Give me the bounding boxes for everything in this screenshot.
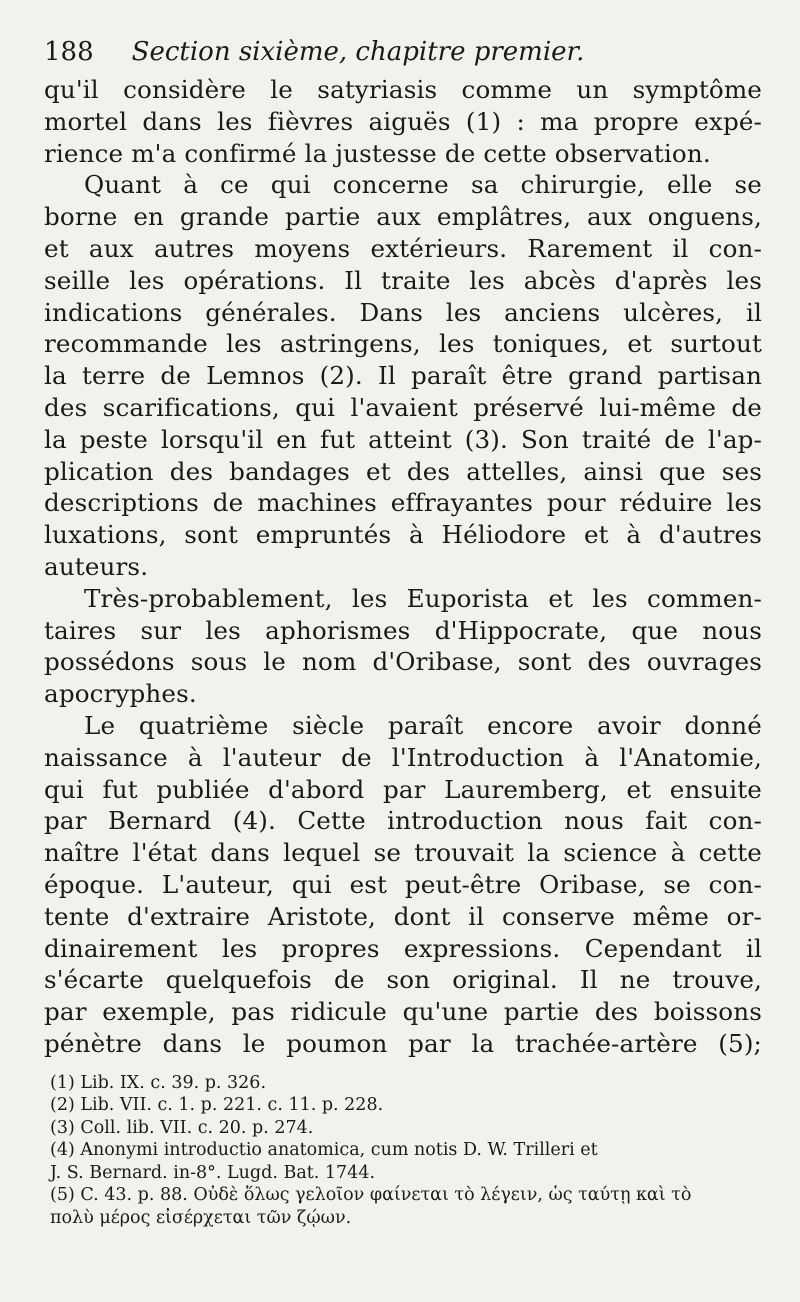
text-line: qu'il considère le satyriasis comme un symptôme (44, 75, 762, 104)
text-line: taires sur les aphorismes d'Hippocrate, que nous (44, 615, 762, 645)
text-line: borne en grande partie aux emplâtres, aux onguens, (44, 202, 762, 232)
footnote: πολὺ μέρος εἰσέρχεται τῶν ζῴων. (50, 1207, 352, 1228)
text-line: tente d'extraire Aristote, dont il conserve même or- (44, 901, 762, 931)
text-line: mortel dans les fièvres aiguës (1) : ma propre expé- (44, 106, 762, 136)
text-line: plication des bandages et des attelles, ainsi que ses (44, 456, 762, 486)
text-line: Très-probablement, les Euporista et les commen- (84, 583, 762, 613)
text-line: dinairement les propres expressions. Cependant il (44, 933, 762, 963)
text-line: indications générales. Dans les anciens ulcères, il (44, 297, 762, 327)
text-line: la peste lorsqu'il en fut atteint (3). Son traité de l'ap- (44, 424, 762, 454)
text-line: possédons sous le nom d'Oribase, sont des ouvrages (44, 647, 762, 677)
text-line: par Bernard (4). Cette introduction nous fait con- (44, 806, 762, 836)
text-line: auteurs. (44, 551, 149, 581)
text-line: pénètre dans le poumon par la trachée-artère (5); (44, 1028, 762, 1058)
footnote: (3) Coll. lib. VII. c. 20. p. 274. (50, 1117, 314, 1138)
page-header (44, 30, 762, 74)
text-line: naissance à l'auteur de l'Introduction à l'Anatomie, (44, 742, 762, 772)
book-page (44, 30, 762, 1229)
text-line: rience m'a confirmé la justesse de cette observation. (44, 138, 711, 168)
footnote: (2) Lib. VII. c. 1. p. 221. c. 11. p. 228. (50, 1095, 384, 1116)
text-line: la terre de Lemnos (2). Il paraît être grand partisan (44, 361, 762, 391)
text-line: descriptions de machines effrayantes pour réduire les (44, 488, 762, 518)
text-line: et aux autres moyens extérieurs. Rarement il con- (44, 233, 762, 263)
text-line: s'écarte quelquefois de son original. Il ne trouve, (44, 965, 762, 995)
running-title: Section sixième, chapitre premier. (131, 37, 585, 67)
text-line: qui fut publiée d'abord par Lauremberg, et ensuite (44, 774, 762, 804)
text-line: naître l'état dans lequel se trouvait la science à cette (44, 838, 762, 868)
footnote: (1) Lib. IX. c. 39. p. 326. (50, 1072, 267, 1093)
text-line: seille les opérations. Il traite les abcès d'après les (44, 265, 762, 295)
footnote: (5) C. 43. p. 88. Οὐδὲ ὅλως γελοῖον φαίνεται τὸ λέγειν, ὡς ταύτῃ καὶ τὸ (50, 1185, 692, 1206)
text-line: des scarifications, qui l'avaient préservé lui-même de (44, 392, 762, 422)
page-number: 188 (44, 37, 94, 67)
footnote: (4) Anonymi introductio anatomica, cum notis D. W. Trilleri et (50, 1140, 598, 1161)
footnote: J. S. Bernard. in-8°. Lugd. Bat. 1744. (50, 1162, 376, 1183)
text-line: luxations, sont empruntés à Héliodore et à d'autres (44, 520, 762, 550)
body-text (44, 74, 762, 1060)
text-line: par exemple, pas ridicule qu'une partie des boissons (44, 997, 762, 1027)
text-line: Le quatrième siècle paraît encore avoir donné (84, 710, 762, 740)
footnotes (44, 1072, 762, 1230)
text-line: époque. L'auteur, qui est peut-être Oribase, se con- (44, 869, 762, 899)
text-line: recommande les astringens, les toniques, et surtout (44, 329, 762, 359)
text-line: Quant à ce qui concerne sa chirurgie, elle se (84, 170, 762, 200)
text-line: apocryphes. (44, 679, 197, 709)
